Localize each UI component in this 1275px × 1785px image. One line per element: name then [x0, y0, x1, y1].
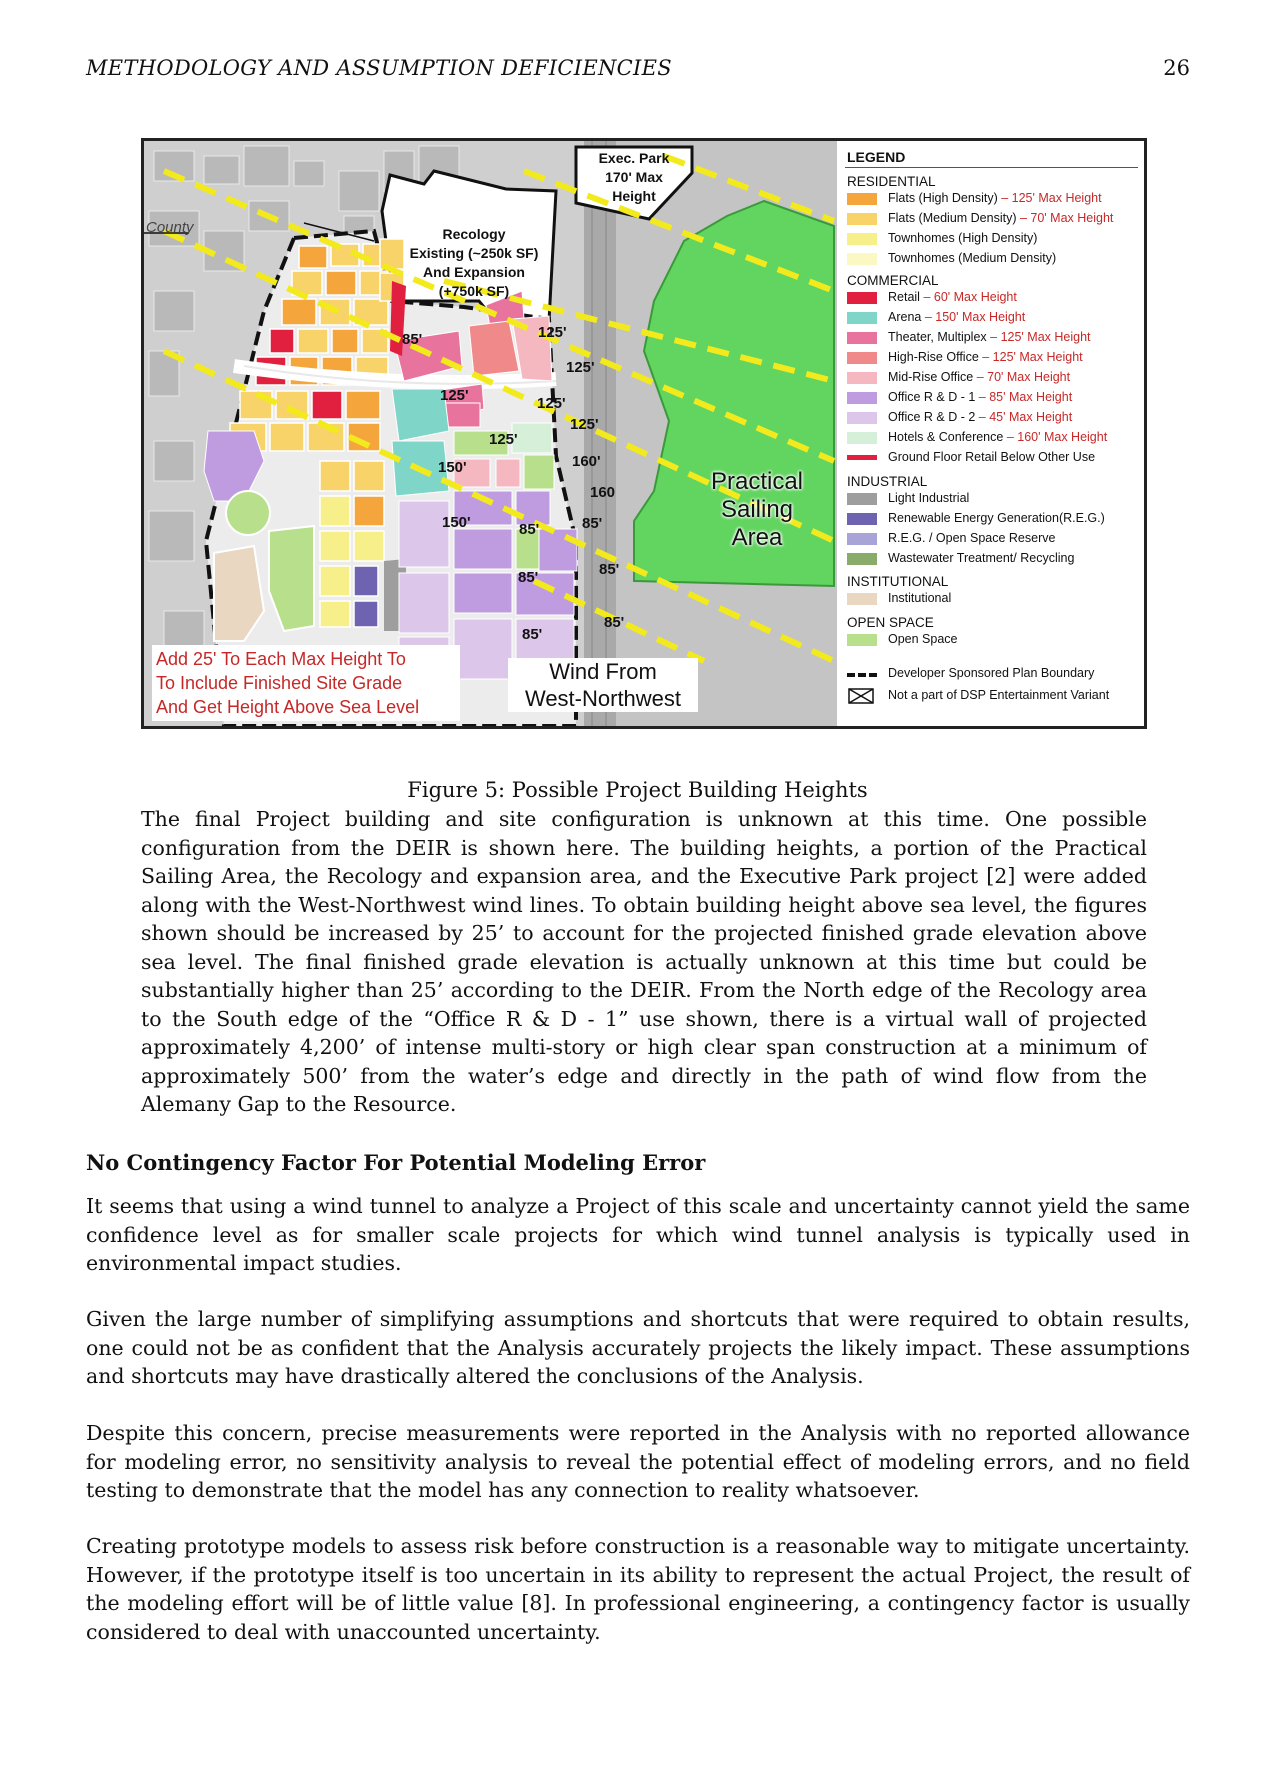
wind-label	[508, 658, 698, 712]
grade-note-line: To Include Finished Site Grade	[156, 673, 403, 693]
page-number: 26	[1163, 56, 1190, 80]
legend-swatch	[847, 392, 877, 404]
legend-height: – 125' Max Height	[997, 191, 1102, 205]
legend-label: Not a part of DSP Entertainment Variant	[888, 688, 1110, 702]
exec-park-label	[576, 149, 692, 206]
wind-line: Wind From	[549, 659, 657, 684]
height-label: 160'	[572, 453, 601, 470]
practical-sailing-line: Sailing	[720, 496, 794, 523]
grade-note	[152, 645, 460, 721]
grade-note-line: Add 25' To Each Max Height To	[156, 649, 406, 669]
practical-sailing-line: Practical	[710, 468, 804, 495]
legend-label: Flats (Medium Density)	[888, 211, 1017, 225]
legend-swatch	[847, 332, 877, 344]
legend-label: Institutional	[888, 591, 952, 605]
legend-swatch	[847, 493, 877, 505]
running-title: METHODOLOGY AND ASSUMPTION DEFICIENCIES	[86, 56, 672, 80]
practical-sailing-line: Area	[731, 524, 783, 551]
county-label: County	[146, 219, 194, 236]
legend-label: Open Space	[888, 632, 958, 646]
body-paragraph: Despite this concern, precise measurements were reported in the Analysis with no reported allowance for modeling error, no sensitivity analysis to reveal the potential effect of modeling errors, and no field testing to demonstrate that the model has any connection to reality whatsoever.	[86, 1421, 1190, 1502]
legend-label: Office R & D - 2	[888, 410, 976, 424]
height-label: 125'	[440, 387, 469, 404]
legend-height: – 160' Max Height	[1003, 430, 1108, 444]
figure-description: The final Project building and site configuration is unknown at this time. One possible configuration from the DEIR is shown here. The building heights, a portion of the Practical Sailing Area, the Recology and expansion area, and the Executive Park project [2] were added along with the West-Northwest wind lines. To obtain building height above sea level, the figures shown should be increased by 25’ to account for the projected finished grade elevation above sea level. The final finished grade elevation is actually unknown at this time but could be substantially higher than 25’ according to the DEIR. From the North edge of the Recology area to the South edge of the “Office R & D - 1” use shown, there is a virtual wall of projected approximately 4,200’ of intense multi-story or high clear span construction at a minimum of approximately 500’ from the water’s edge and directly in the path of wind flow from the Alemany Gap to the Resource.	[141, 807, 1147, 1116]
legend-height: – 125' Max Height	[986, 330, 1091, 344]
legend-divider	[845, 167, 1138, 168]
recology-line: And Expansion	[423, 264, 525, 280]
legend-label: Flats (High Density)	[888, 191, 998, 205]
legend-swatch	[847, 352, 877, 364]
height-label: 125'	[489, 431, 518, 448]
height-label: 85'	[402, 331, 423, 348]
practical-sailing-label	[704, 468, 810, 552]
legend-swatch	[847, 513, 877, 525]
recology-line: (+750k SF)	[438, 283, 510, 299]
height-label: 125'	[537, 395, 566, 412]
exec-park-line: 170' Max	[605, 169, 663, 185]
height-label: 85'	[519, 521, 540, 538]
height-label: 125'	[538, 324, 567, 341]
body-paragraph: Creating prototype models to assess risk before construction is a reasonable way to mitigate uncertainty. However, if the prototype itself is too uncertain in its ability to represent the actual Project, the result of the modeling effort will be of little value [8]. In professional engineering, a contingency factor is usually considered to deal with unaccounted uncertainty.	[86, 1534, 1190, 1644]
recology-line: Existing (~250k SF)	[409, 245, 539, 261]
dashed-boundary-icon	[847, 673, 877, 677]
legend-label: Retail	[888, 290, 920, 304]
height-label: 85'	[522, 626, 543, 643]
legend-label: Townhomes (High Density)	[888, 231, 1038, 245]
crossed-box-icon	[848, 688, 874, 704]
legend-label: Wastewater Treatment/ Recycling	[888, 551, 1075, 565]
legend-height: – 150' Max Height	[921, 310, 1026, 324]
legend-height: – 85' Max Height	[975, 390, 1073, 404]
legend-swatch	[847, 213, 877, 225]
legend-swatch	[847, 312, 877, 324]
height-label: 85'	[599, 561, 620, 578]
legend-swatch	[847, 593, 877, 605]
legend-height: – 125' Max Height	[978, 350, 1083, 364]
height-label: 150'	[438, 459, 467, 476]
legend-label: R.E.G. / Open Space Reserve	[888, 531, 1056, 545]
legend-label: Arena	[888, 310, 922, 324]
legend-label: Theater, Multiplex	[888, 330, 987, 344]
legend-label: Office R & D - 1	[888, 390, 976, 404]
recology-label	[394, 225, 554, 301]
legend-height: – 70' Max Height	[1016, 211, 1114, 225]
legend-swatch	[847, 634, 877, 646]
legend-swatch	[847, 292, 877, 304]
legend-section-industrial: INDUSTRIAL	[847, 474, 928, 489]
legend-swatch	[847, 553, 877, 565]
legend-swatch	[847, 233, 877, 245]
legend-section-commercial: COMMERCIAL	[847, 273, 939, 288]
legend-label: Ground Floor Retail Below Other Use	[888, 450, 1096, 464]
legend-label: Renewable Energy Generation(R.E.G.)	[888, 511, 1105, 525]
figure-site-plan	[141, 138, 1147, 729]
height-label: 125'	[566, 359, 595, 376]
exec-park-line: Exec. Park	[598, 150, 670, 166]
legend-title: LEGEND	[847, 149, 906, 165]
figure-caption: Figure 5: Possible Project Building Heights	[407, 778, 868, 802]
legend-swatch	[847, 253, 877, 265]
recology-line: Recology	[442, 226, 506, 242]
height-label: 150'	[442, 514, 471, 531]
legend-label: Hotels & Conference	[888, 430, 1004, 444]
body-paragraph: Given the large number of simplifying assumptions and shortcuts that were required to obtain results, one could not be as confident that the Analysis accurately projects the likely impact. These assumptions and shortcuts may have drastically altered the conclusions of the Analysis.	[86, 1307, 1190, 1388]
legend-section-open-space: OPEN SPACE	[847, 615, 934, 630]
legend-swatch	[847, 412, 877, 424]
height-label: 85'	[582, 515, 603, 532]
legend-swatch	[847, 533, 877, 545]
running-header	[86, 56, 1190, 86]
legend-section-residential: RESIDENTIAL	[847, 174, 936, 189]
height-label: 85'	[518, 569, 539, 586]
legend-label: Light Industrial	[888, 491, 970, 505]
legend-height: – 45' Max Height	[975, 410, 1073, 424]
legend-label: Mid-Rise Office	[888, 370, 974, 384]
legend-height: – 70' Max Height	[973, 370, 1071, 384]
legend-swatch	[847, 372, 877, 384]
wind-line: West-Northwest	[524, 686, 682, 711]
body-paragraph: It seems that using a wind tunnel to analyze a Project of this scale and uncertainty cannot yield the same confidence level as for smaller scale projects for which wind tunnel analysis is typically used in environmental impact studies.	[86, 1194, 1190, 1275]
legend-section-institutional: INSTITUTIONAL	[847, 574, 949, 589]
height-label: 125'	[570, 416, 599, 433]
height-label: 160	[590, 484, 616, 501]
legend-swatch	[847, 193, 877, 205]
legend-label: Developer Sponsored Plan Boundary	[888, 666, 1095, 680]
legend-swatch	[847, 455, 877, 460]
exec-park-line: Height	[612, 188, 656, 204]
height-label: 85'	[604, 614, 625, 631]
map-legend	[837, 141, 1144, 726]
section-heading: No Contingency Factor For Potential Modeling Error	[86, 1150, 706, 1175]
legend-swatch	[847, 432, 877, 444]
grade-note-line: And Get Height Above Sea Level	[156, 697, 420, 717]
legend-label: High-Rise Office	[888, 350, 979, 364]
legend-label: Townhomes (Medium Density)	[888, 251, 1057, 265]
legend-height: – 60' Max Height	[919, 290, 1017, 304]
